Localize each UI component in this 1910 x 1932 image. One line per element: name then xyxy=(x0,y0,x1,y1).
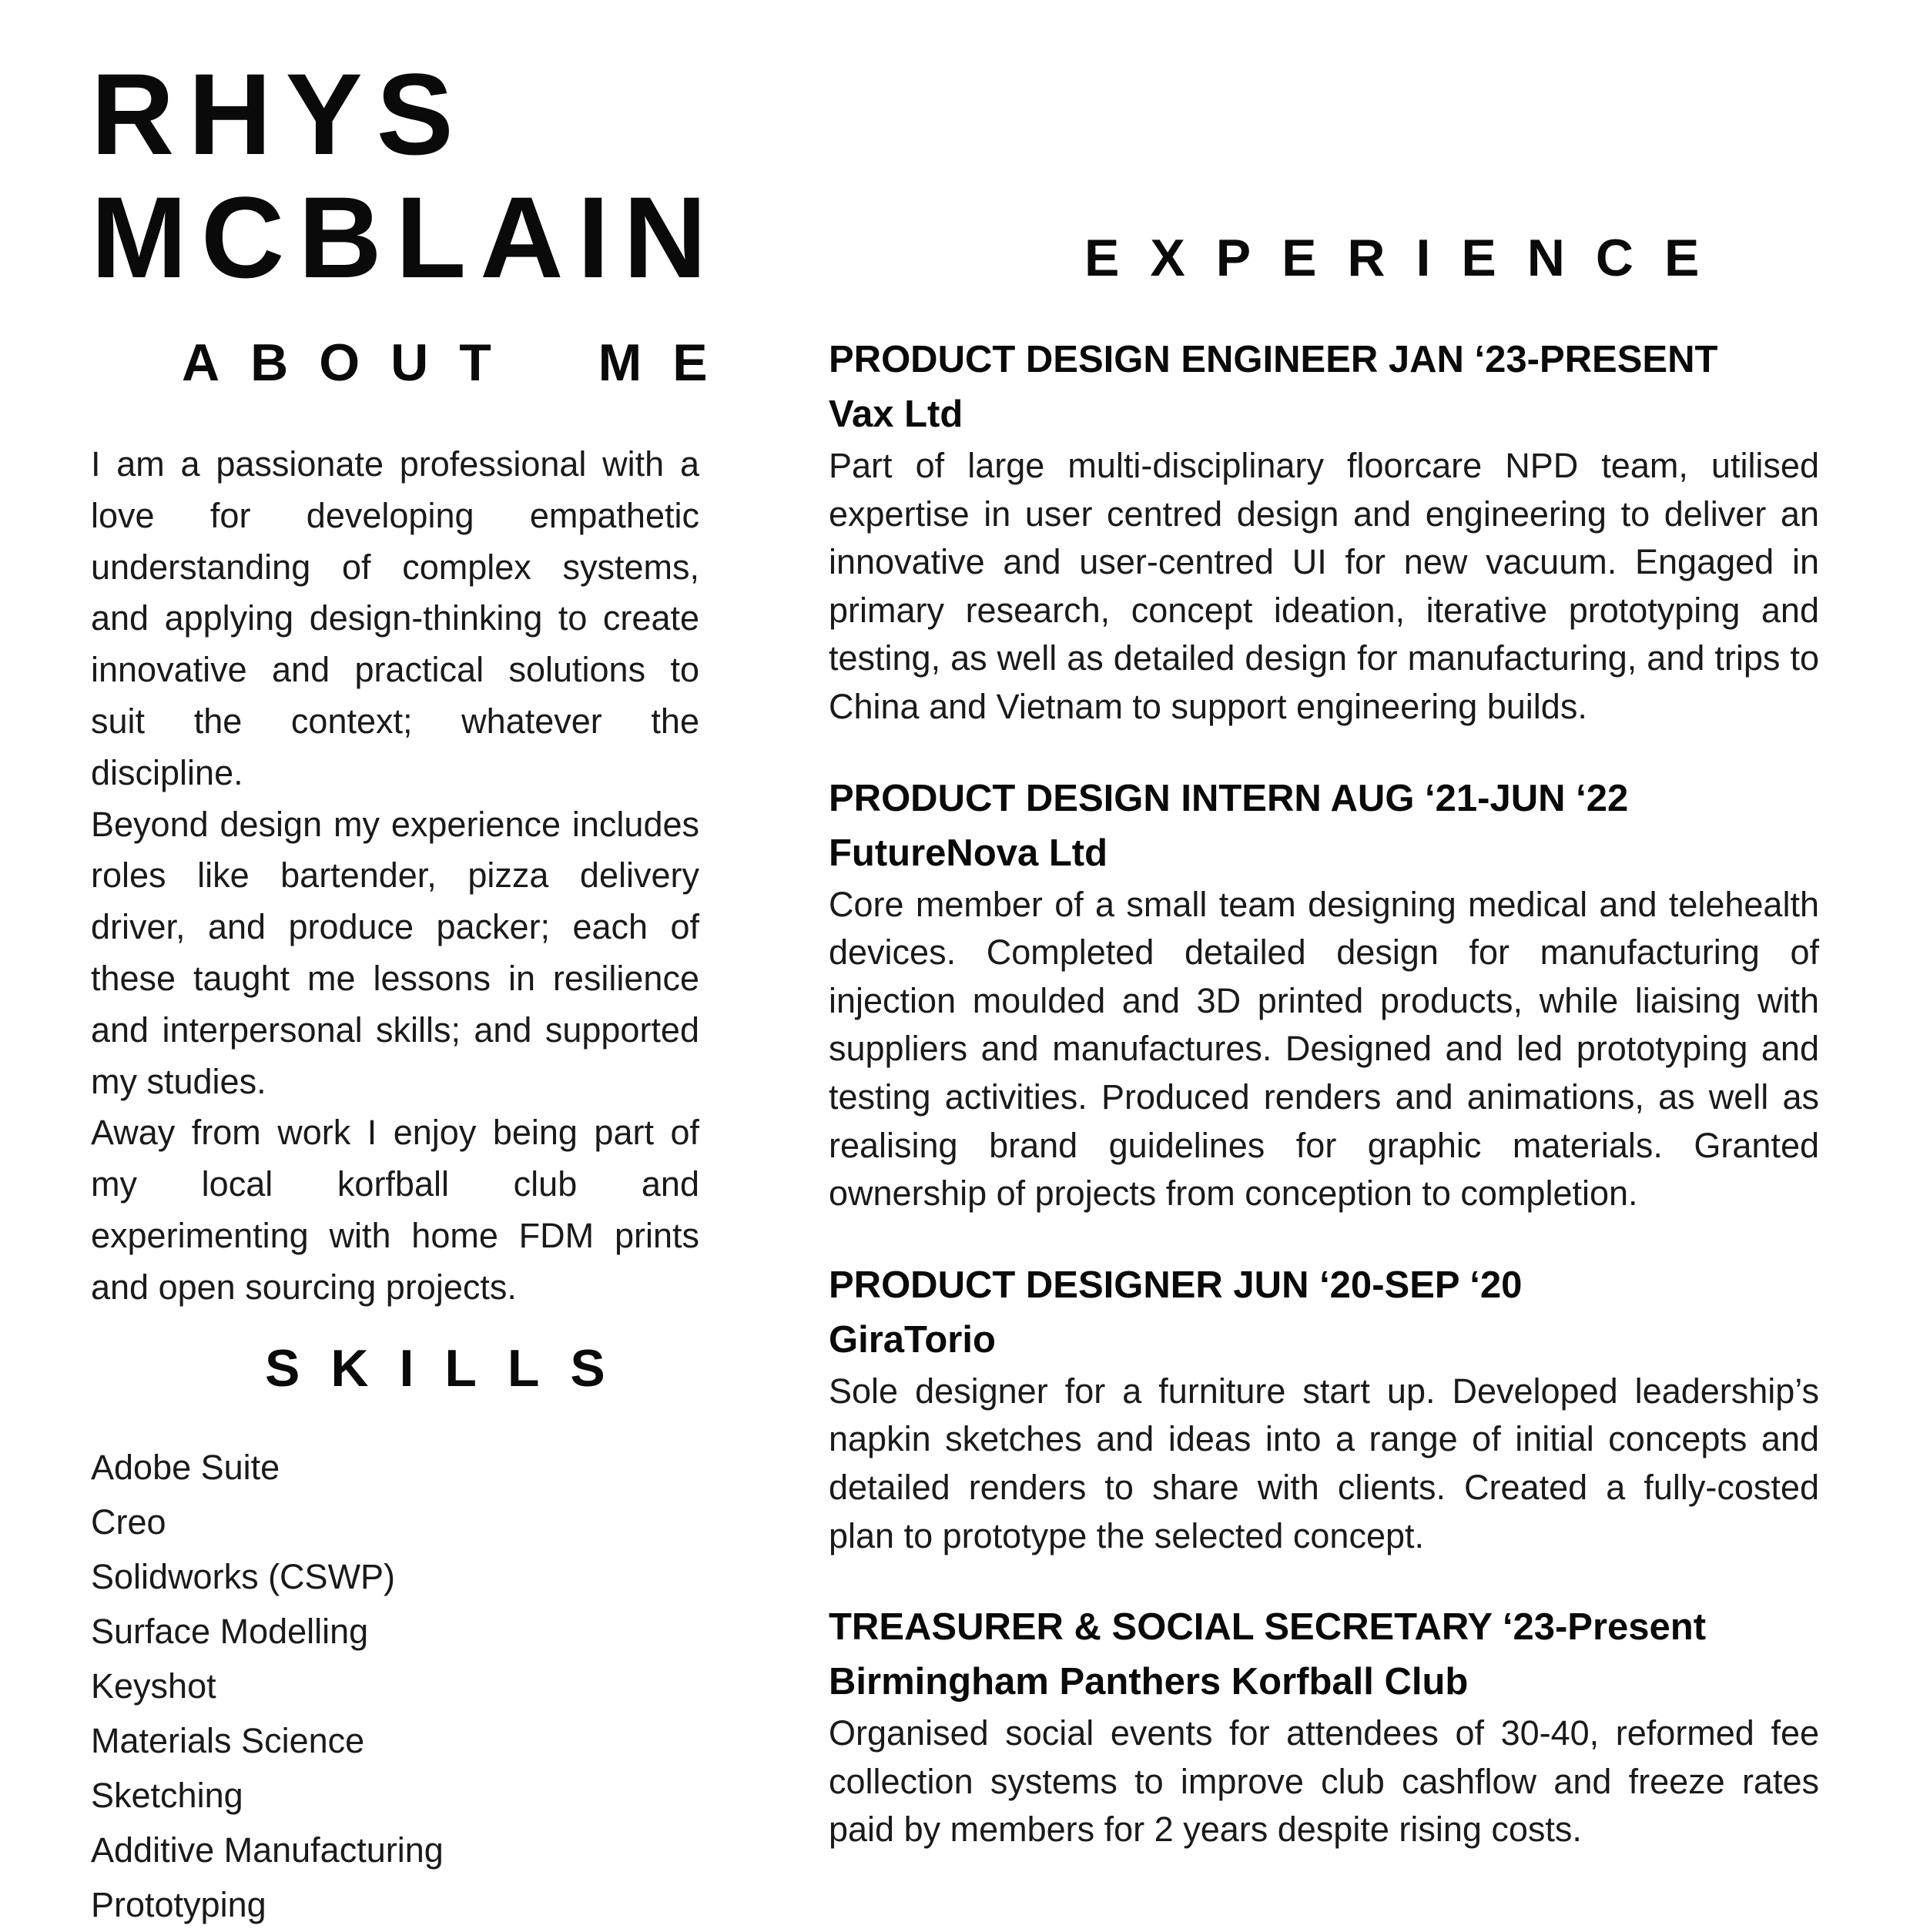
skills-heading: SKILLS xyxy=(265,1339,636,1398)
first-name: RHYS xyxy=(91,49,467,179)
skill-item: Sketching xyxy=(91,1776,243,1815)
job-entry xyxy=(829,1600,1819,1854)
job-title: PRODUCT DESIGNER JUN ‘20-SEP ‘20 xyxy=(829,1264,1523,1306)
skill-item: Additive Manufacturing xyxy=(91,1830,444,1870)
job-company: Vax Ltd xyxy=(829,393,963,435)
last-name: MCBLAIN xyxy=(91,172,721,302)
job-company: GiraTorio xyxy=(829,1318,996,1361)
about-paragraph: Away from work I enjoy being part of my local korfball club and experimenting with home FDM prints and open sourcing projects. xyxy=(91,1113,699,1307)
about-heading: ABOUT ME xyxy=(182,333,739,392)
job-title: TREASURER & SOCIAL SECRETARY ‘23-Present xyxy=(829,1606,1707,1649)
skill-item: Creo xyxy=(91,1502,166,1542)
skill-item: Materials Science xyxy=(91,1721,365,1760)
skill-item: Keyshot xyxy=(91,1666,216,1706)
job-description: Sole designer for a furniture start up. Developed leadership’s napkin sketches and ideas into a range of initial concepts and detailed renders to share with clients. Created a fully-costed plan to prototype the selected concept. xyxy=(829,1371,1819,1555)
job-description: Part of large multi-disciplinary floorcare NPD team, utilised expertise in user centred design and engineering to deliver an innovative and user-centred UI for new vacuum. Engaged in primary research, concept ideation, iterative prototyping and testing, as well as detailed design for manufacturing, and trips to China and Vietnam to support engineering builds. xyxy=(829,446,1819,726)
job-company: FutureNova Ltd xyxy=(829,832,1108,874)
job-description: Core member of a small team designing medical and telehealth devices. Completed detailed design for manufacturing of injection moulded and 3D printed products, while liaising with suppliers and manufactures. Designed and led prototyping and testing activities. Produced renders and animations, as well as realising brand guidelines for graphic materials. Granted ownership of projects from conception to completion. xyxy=(829,884,1819,1214)
about-paragraph: I am a passionate professional with a love for developing empathetic understanding of complex systems, and applying design-thinking to create innovative and practical solutions to suit the context; whatever the discipline. xyxy=(91,444,699,792)
skill-item: Surface Modelling xyxy=(91,1612,369,1651)
about-paragraph: Beyond design my experience includes roles like bartender, pizza delivery driver, and produce packer; each of these taught me lessons in resilience and interpersonal skills; and supported my studies. xyxy=(91,804,699,1101)
job-description: Organised social events for attendees of 30-40, reformed fee collection systems to improve club cashflow and freeze rates paid by members for 2 years despite rising costs. xyxy=(829,1713,1819,1850)
about-section xyxy=(91,439,699,1314)
skill-item: Adobe Suite xyxy=(91,1448,280,1487)
job-company: Birmingham Panthers Korfball Club xyxy=(829,1661,1469,1703)
job-entry xyxy=(829,1258,1819,1560)
skill-item: Solidworks (CSWP) xyxy=(91,1557,396,1596)
experience-section xyxy=(829,333,1819,1894)
skills-list xyxy=(91,1440,444,1932)
candidate-name xyxy=(91,49,721,302)
experience-heading: EXPERIENCE xyxy=(1084,229,1731,287)
job-title: PRODUCT DESIGN INTERN AUG ‘21-JUN ‘22 xyxy=(829,777,1629,819)
job-title: PRODUCT DESIGN ENGINEER JAN ‘23-PRESENT xyxy=(829,339,1718,380)
job-entry xyxy=(829,333,1819,732)
skill-item: Prototyping xyxy=(91,1885,266,1924)
job-entry xyxy=(829,772,1819,1218)
